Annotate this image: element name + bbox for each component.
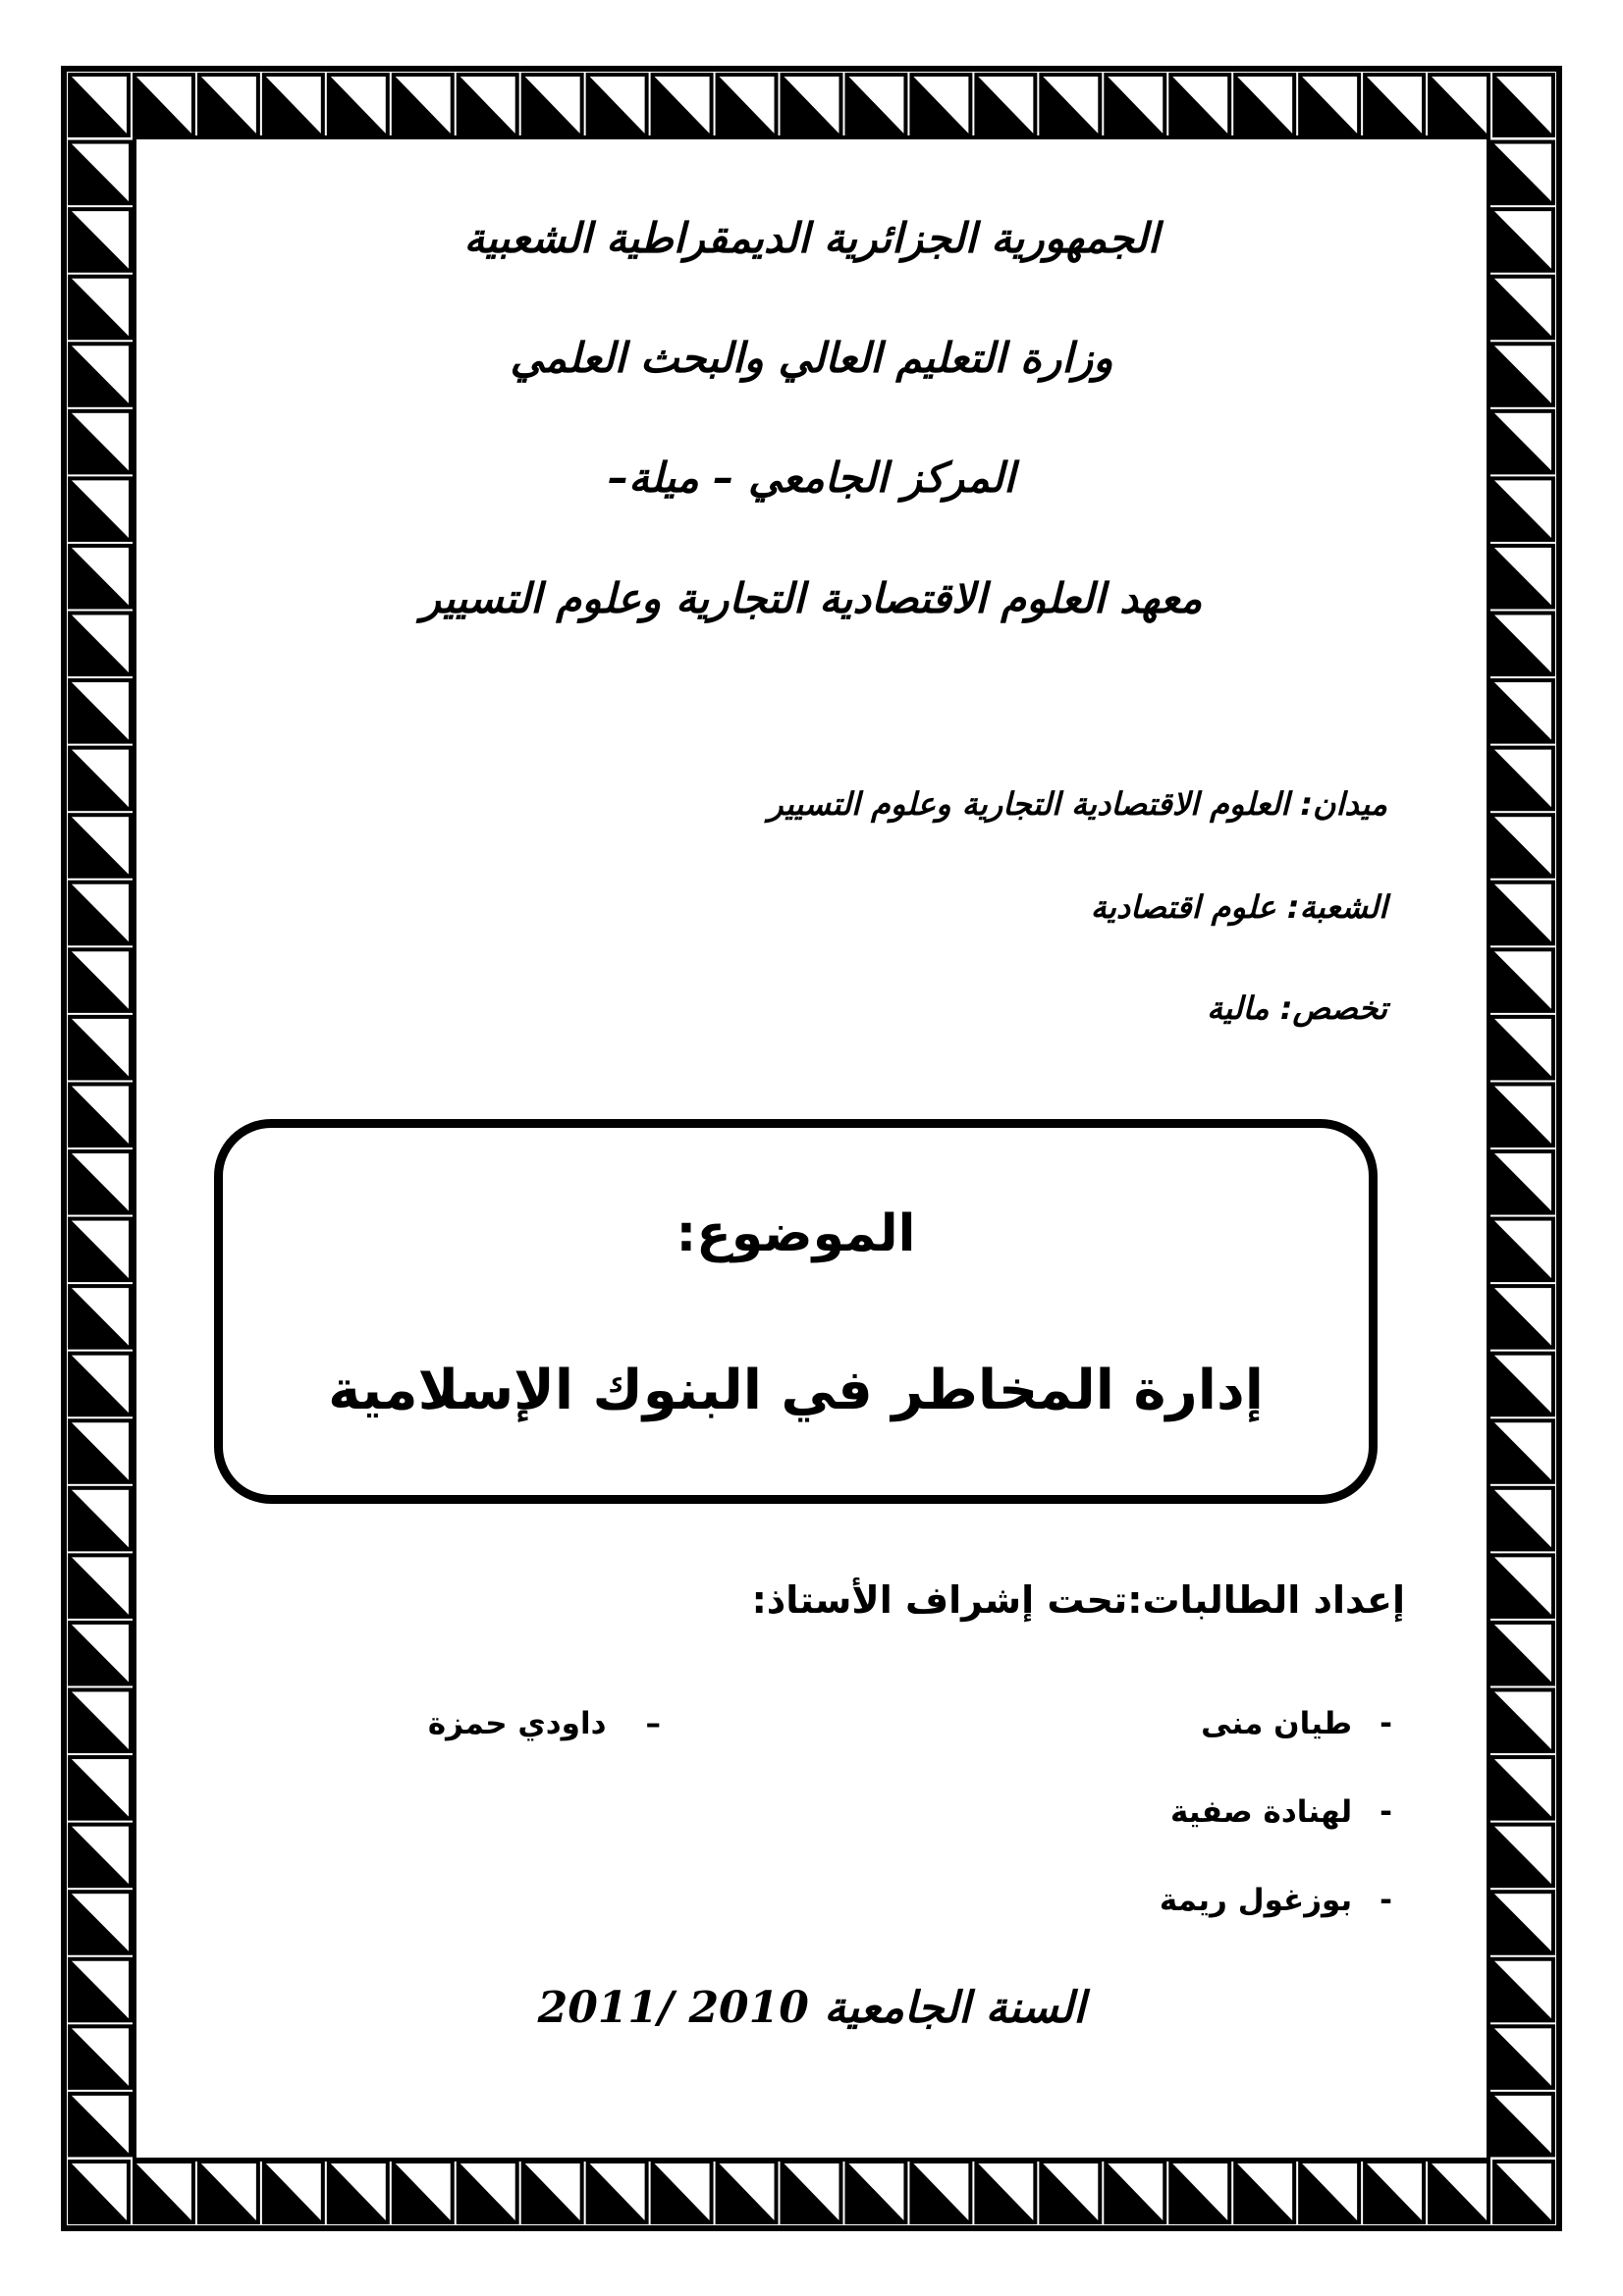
academic-year: السنة الجامعية 2010 /2011 [537, 1983, 1086, 2033]
student-name [1201, 1706, 1392, 1741]
preparation-heading: إعداد الطالبات:تحت إشراف الأستاذ: [751, 1578, 1405, 1622]
student-name [1160, 1883, 1392, 1918]
subject-label: الموضوع: [676, 1204, 916, 1263]
university-center-heading: المركز الجامعي – ميلة– [608, 454, 1015, 502]
supervisor-dash: – [645, 1706, 661, 1741]
subject-box [214, 1119, 1378, 1504]
student-name-text: لهنادة صفية [1170, 1794, 1353, 1830]
list-bullet: - [1380, 1706, 1392, 1741]
specialty-field: تخصص: مالية [1207, 989, 1387, 1027]
domain-field: ميدان: العلوم الاقتصادية التجارية وعلوم التسيير [768, 785, 1387, 823]
subject-title: إدارة المخاطر في البنوك الإسلامية [328, 1359, 1264, 1422]
student-name-text: بوزغول ريمة [1159, 1883, 1353, 1918]
ministry-heading: وزارة التعليم العالي والبحث العلمي [510, 334, 1113, 382]
institute-heading: معهد العلوم الاقتصادية التجارية وعلوم التسيير [420, 574, 1203, 622]
supervisor-name [428, 1706, 661, 1741]
student-name-text: طيان منى [1201, 1706, 1353, 1741]
list-bullet: - [1380, 1794, 1392, 1830]
supervisor-name-text: داودي حمزة [427, 1706, 607, 1741]
list-bullet: - [1380, 1883, 1392, 1918]
student-name [1170, 1794, 1392, 1830]
branch-field: الشعبة: علوم اقتصادية [1090, 888, 1387, 926]
republic-heading: الجمهورية الجزائرية الديمقراطية الشعبية [463, 214, 1160, 262]
